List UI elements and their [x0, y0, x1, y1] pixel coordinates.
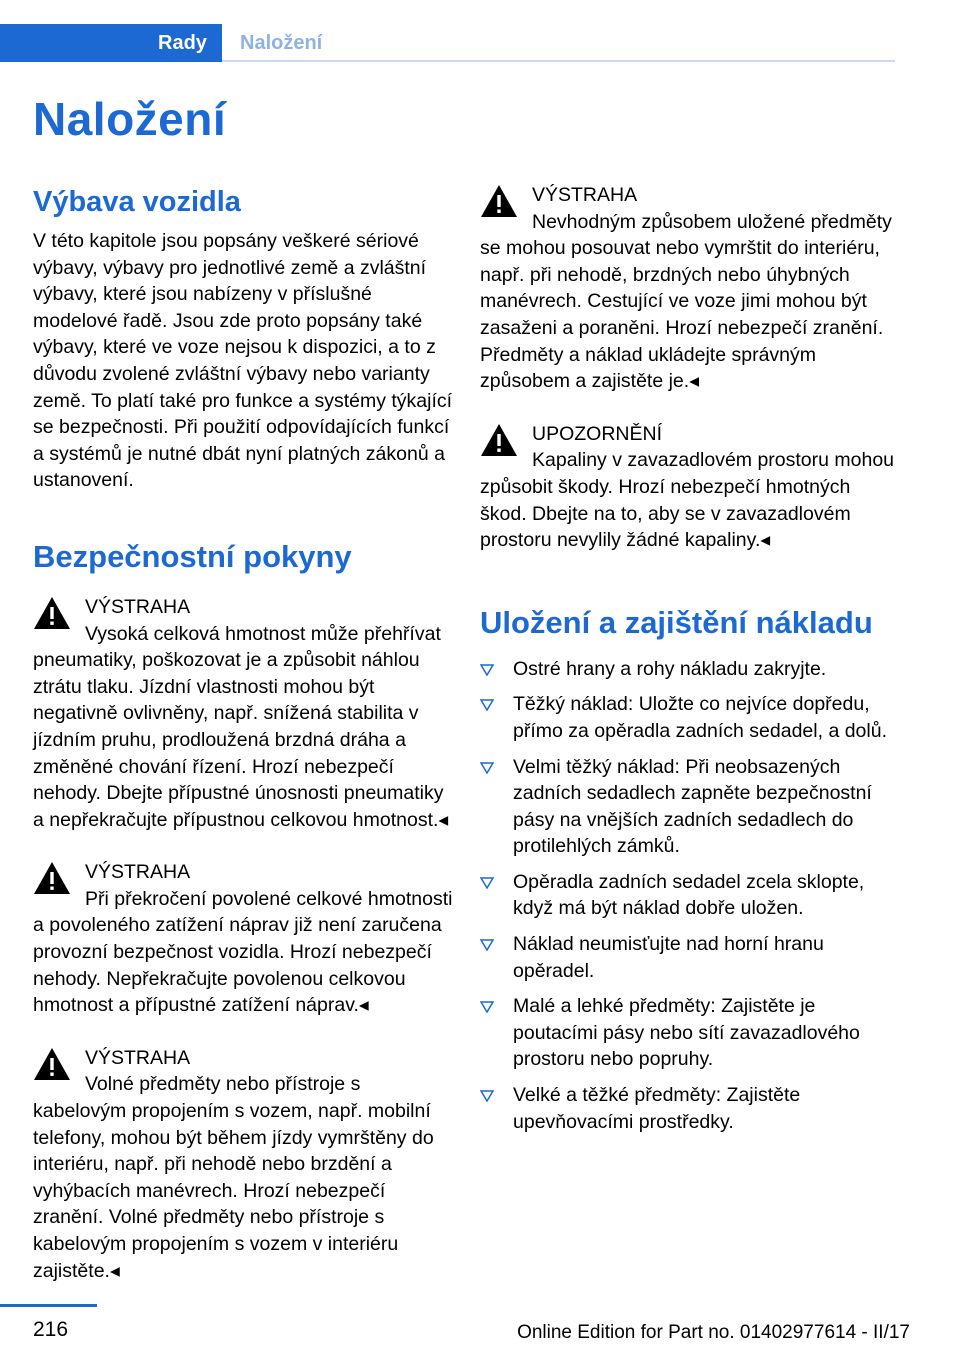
- warning-triangle-icon: [33, 861, 71, 895]
- tab-rady[interactable]: Rady: [158, 32, 207, 54]
- list-item-text: Těžký náklad: Uložte co nejvíce dopředu, přímo za opěradla zadních sedadel, a dolů.: [513, 693, 887, 742]
- footer-accent-line: [0, 1304, 97, 1307]
- warning-text: Vysoká celková hmotnost může přehřívat pneumatiky, poškozovat je a způsobit náhlou ztrátu tlaku. Jízdní vlastnosti mohou být negativně ovlivněny, např. snížená stabilita v jízdním pruhu, prodloužená brzdná dráha a změněné chování řízení. Hrozí nebezpečí nehody. Dbejte přípustné únosnosti pneumatiky a nepřekračujte přípustnou celkovou hmotnost.◂: [33, 622, 449, 831]
- warning-block: [33, 590, 453, 833]
- list-item: [480, 1082, 895, 1135]
- warning-block: [33, 855, 453, 1019]
- bullet-arrow-icon: [480, 1001, 494, 1013]
- tab-underline: [222, 60, 895, 62]
- warning-block: [480, 178, 895, 395]
- warning-triangle-icon: [480, 423, 518, 457]
- warning-text: Při překročení povolené celkové hmotnosti a povoleného zatížení náprav již není zaručena provozní bezpečnost vozidla. Hrozí nebezpečí nehody. Nepřekračujte povolenou celkovou hmotnost a přípustné zatížení náprav.◂: [33, 887, 453, 1017]
- warning-triangle-icon: [480, 184, 518, 218]
- list-item: [480, 931, 895, 984]
- tab-nalozeni[interactable]: Naložení: [240, 32, 323, 54]
- notice-text: Kapaliny v zavazadlovém prostoru mohou způsobit škody. Hrozí nebezpečí hmotných škod. Dbejte na to, aby se v zavazadlovém prostoru nevylily žádné kapaliny.◂: [480, 449, 895, 552]
- left-column: [33, 180, 453, 1284]
- list-item: [480, 656, 895, 683]
- warning-title: VÝSTRAHA: [85, 861, 191, 884]
- list-item-text: Velmi těžký náklad: Při neobsazených zadních sedadlech zapněte bezpečnostní pásy na vnějších zadních sedadlech do protilehlých zámků.: [513, 755, 872, 858]
- list-item: [480, 993, 895, 1073]
- warning-block: [33, 1041, 453, 1284]
- list-item-text: Ostré hrany a rohy nákladu zakryjte.: [513, 657, 827, 680]
- warning-triangle-icon: [33, 596, 71, 630]
- bullet-arrow-icon: [480, 877, 494, 889]
- right-column: [480, 178, 895, 1144]
- list-item: [480, 754, 895, 860]
- list-item-text: Opěradla zadních sedadel zcela sklopte, když má být náklad dobře uložen.: [513, 870, 865, 920]
- section-heading-bezpecnostni: Bezpečnostní pokyny: [33, 538, 352, 574]
- warning-title: VÝSTRAHA: [85, 595, 191, 618]
- list-item: [480, 691, 895, 744]
- vybava-paragraph: V této kapitole jsou popsány veškeré sériové výbavy, výbavy pro jednotlivé země a zvláštní výbavy, které jsou nabízeny v příslušné modelové řadě. Jsou zde proto popsány také výbavy, které ve voze nejsou k dispozici, a to z důvodu zvolené zvláštní výbavy nebo varianty země. To platí také pro funkce a systémy týkající se bezpečnosti. Při použití odpovídajících funkcí a systémů je nutné dbát nyní platných zákonů a ustanovení.: [33, 230, 453, 492]
- notice-title: UPOZORNĚNÍ: [532, 422, 663, 445]
- bullet-arrow-icon: [480, 1090, 494, 1102]
- section-heading-vybava: Výbava vozidla: [33, 186, 241, 218]
- warning-text: Volné předměty nebo přístroje s kabelovým propojením s vozem, např. mobilní telefony, mohou být během jízdy vymrštěny do interiéru, např. při nehodě nebo brzdění a vyhýbacích manévrech. Hrozí nebezpečí zranění. Volné předměty nebo přístroje s kabelovým propojením s vozem v interiéru zajistěte.◂: [33, 1073, 434, 1282]
- page-number: 216: [33, 1318, 69, 1341]
- warning-title: VÝSTRAHA: [85, 1046, 191, 1069]
- bullet-arrow-icon: [480, 699, 494, 711]
- list-item-text: Velké a těžké předměty: Zajistěte upevňovacími prostředky.: [513, 1084, 801, 1133]
- section-heading-ulozeni: Uložení a zajištění nákladu: [480, 604, 873, 640]
- bullet-arrow-icon: [480, 762, 494, 774]
- page-title: Naložení: [33, 93, 227, 145]
- header-tabs: [0, 24, 895, 62]
- bullet-arrow-icon: [480, 939, 494, 951]
- edition-footer: Online Edition for Part no. 01402977614 - II/17: [517, 1322, 910, 1343]
- warning-title: VÝSTRAHA: [532, 184, 638, 206]
- warning-text: Nevhodným způsobem uložené předměty se mohou posouvat nebo vymrštit do interiéru, např. při nehodě, brzdných nebo úhybných manévrech. Cestující ve voze jimi mohou být zasaženi a poraněni. Hrozí nebezpečí zranění. Předměty a náklad ukládejte správným způsobem a zajistěte je.◂: [480, 210, 892, 393]
- cargo-list: [480, 656, 895, 1136]
- warning-triangle-icon: [33, 1047, 71, 1081]
- list-item-text: Náklad neumisťujte nad horní hranu opěradel.: [513, 933, 824, 982]
- list-item-text: Malé a lehké předměty: Zajistěte je poutacími pásy nebo sítí zavazadlového prostoru nebo popruhy.: [513, 995, 860, 1071]
- bullet-arrow-icon: [480, 664, 494, 676]
- list-item: [480, 869, 895, 922]
- notice-block: [480, 417, 895, 554]
